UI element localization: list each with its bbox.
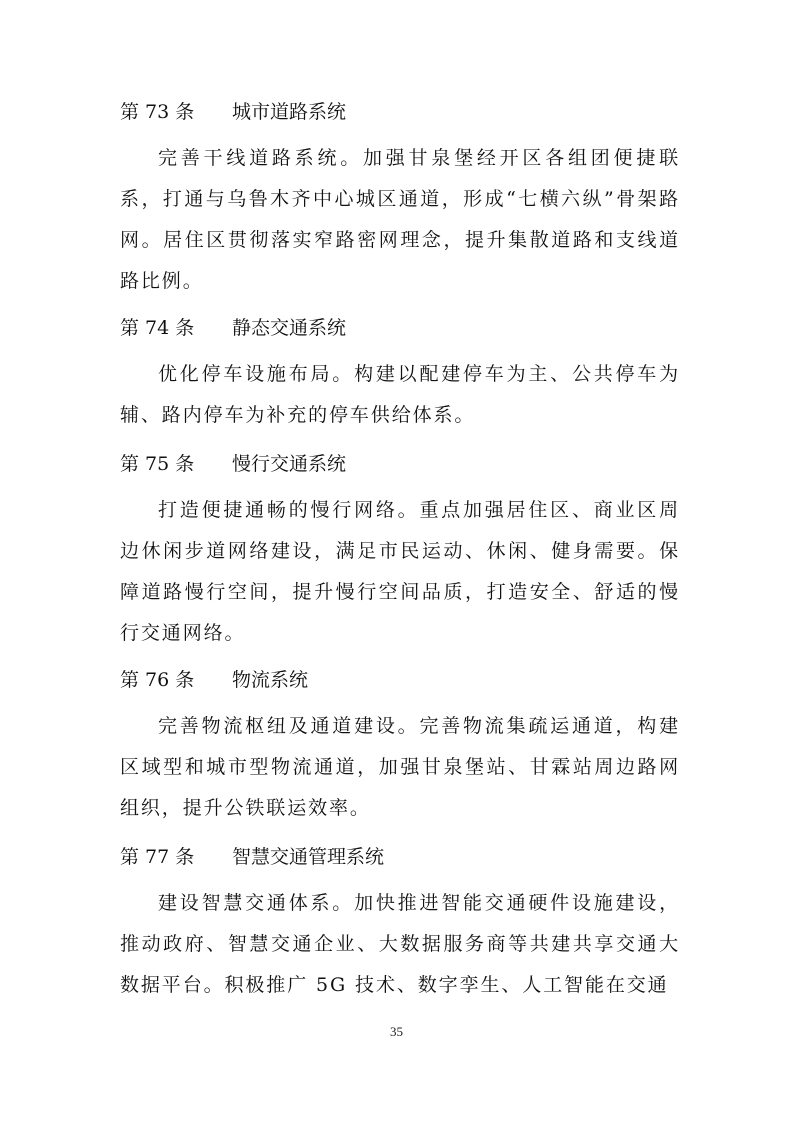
article-74	[120, 316, 680, 436]
article-number: 第 76 条	[120, 669, 195, 691]
article-body: 完善物流枢纽及通道建设。完善物流集疏运通道，构建区域型和城市型物流通道，加强甘泉堡站、甘霖站周边路网组织，提升公铁联运效率。	[120, 715, 680, 819]
article-heading	[120, 845, 680, 869]
article-body: 优化停车设施布局。构建以配建停车为主、公共停车为辅、路内停车为补充的停车供给体系。	[120, 363, 680, 426]
article-title: 静态交通系统	[232, 317, 347, 339]
article-title: 智慧交通管理系统	[232, 846, 385, 868]
article-number: 第 73 条	[120, 101, 195, 123]
article-heading	[120, 668, 680, 692]
article-body: 完善干线道路系统。加强甘泉堡经开区各组团便捷联系，打通与乌鲁木齐中心城区通道，形成“七横六纵”骨架路网。居住区贯彻落实窄路密网理念，提升集散道路和支线道路比例。	[120, 147, 680, 292]
article-title: 慢行交通系统	[232, 453, 347, 475]
article-73	[120, 100, 680, 302]
article-heading	[120, 100, 680, 124]
article-number: 第 75 条	[120, 453, 195, 475]
article-title: 城市道路系统	[232, 101, 347, 123]
article-heading	[120, 316, 680, 340]
article-76	[120, 668, 680, 829]
page-number: 35	[390, 1024, 403, 1039]
article-77	[120, 845, 680, 1006]
article-75	[120, 452, 680, 654]
article-number: 第 74 条	[120, 317, 195, 339]
article-heading	[120, 452, 680, 476]
article-number: 第 77 条	[120, 846, 195, 868]
article-body: 建设智慧交通体系。加快推进智能交通硬件设施建设，推动政府、智慧交通企业、大数据服务商等共建共享交通大数据平台。积极推广 5G 技术、数字孪生、人工智能在交通	[120, 892, 680, 996]
article-title: 物流系统	[232, 669, 309, 691]
article-body: 打造便捷通畅的慢行网络。重点加强居住区、商业区周边休闲步道网络建设，满足市民运动、休闲、健身需要。保障道路慢行空间，提升慢行空间品质，打造安全、舒适的慢行交通网络。	[120, 499, 680, 644]
